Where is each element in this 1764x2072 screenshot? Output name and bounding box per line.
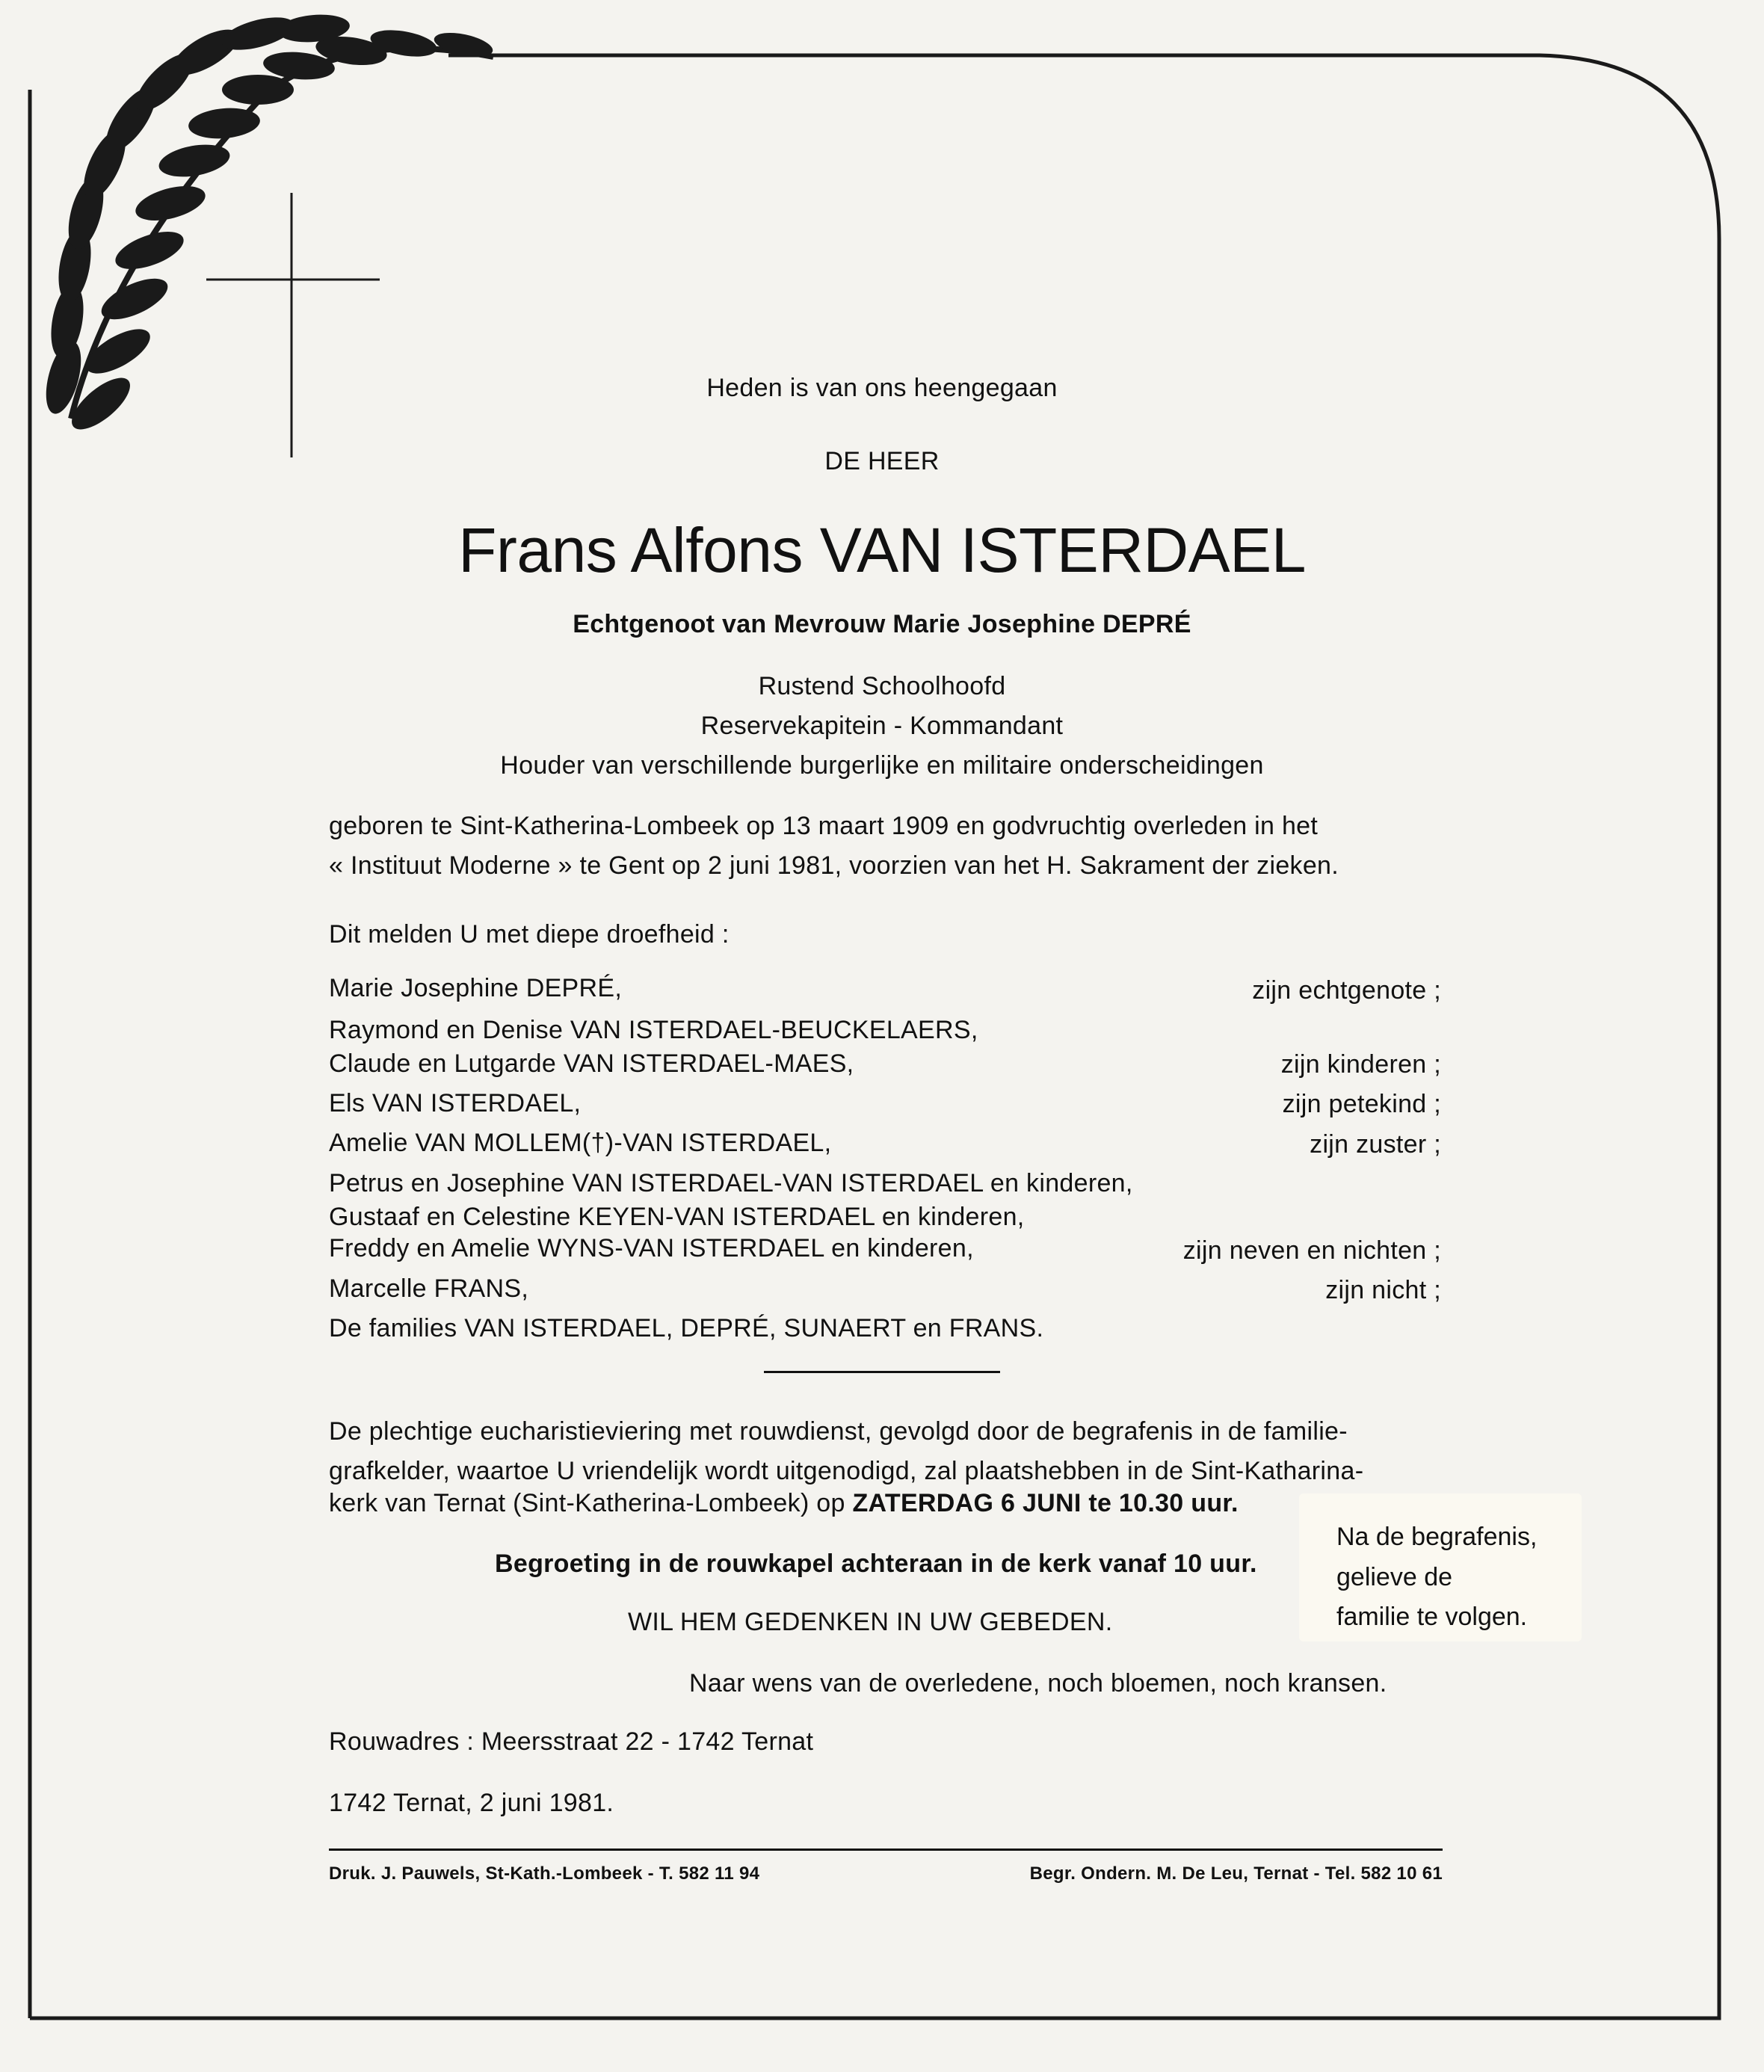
intro-text: Heden is van ons heengegaan — [706, 374, 1058, 402]
service-line: grafkelder, waartoe U vriendelijk wordt uitgenodigd, zal plaatshebben in de Sint-Katharina- — [329, 1457, 1364, 1485]
mourner-names: Els VAN ISTERDAEL, — [329, 1089, 582, 1117]
mourner-relation: zijn nicht ; — [1325, 1276, 1441, 1304]
mourner-names: Claude en Lutgarde VAN ISTERDAEL-MAES, — [329, 1049, 854, 1078]
mourner-names: Petrus en Josephine VAN ISTERDAEL-VAN ISTERDAEL en kinderen, — [329, 1169, 1133, 1197]
mourner-relation: zijn kinderen ; — [1280, 1050, 1441, 1079]
mourner-relation: zijn neven en nichten ; — [1182, 1236, 1441, 1265]
deceased-name: Frans Alfons VAN ISTERDAEL — [458, 515, 1306, 585]
sticker-note — [1299, 1493, 1582, 1641]
announcement: Dit melden U met diepe droefheid : — [329, 920, 730, 949]
mourner-names: Marie Josephine DEPRÉ, — [329, 974, 623, 1002]
service-line — [329, 1488, 1239, 1518]
service-line-start: kerk van Ternat (Sint-Katherina-Lombeek) op — [329, 1489, 853, 1517]
title-line: Reservekapitein - Kommandant — [700, 712, 1064, 740]
flowers-note: Naar wens van de overledene, noch bloemen, noch kransen. — [689, 1669, 1387, 1698]
undertaker-credit: Begr. Ondern. M. De Leu, Ternat - Tel. 582 10 61 — [1029, 1863, 1443, 1884]
cross-icon — [206, 193, 380, 457]
place-date: 1742 Ternat, 2 juni 1981. — [329, 1789, 614, 1817]
greeting: Begroeting in de rouwkapel achteraan in de kerk vanaf 10 uur. — [495, 1550, 1257, 1578]
mourner-names: Gustaaf en Celestine KEYEN-VAN ISTERDAEL en kinderen, — [329, 1203, 1025, 1231]
birth-death-line: « Instituut Moderne » te Gent op 2 juni 1981, voorzien van het H. Sakrament der zieken. — [329, 851, 1339, 880]
sticker-line: gelieve de — [1336, 1563, 1453, 1591]
sticker-line: familie te volgen. — [1336, 1603, 1528, 1631]
mourner-relation: zijn echtgenote ; — [1252, 976, 1441, 1005]
mourner-names: Raymond en Denise VAN ISTERDAEL-BEUCKELAERS, — [329, 1016, 978, 1044]
mourner-relation: zijn zuster ; — [1310, 1130, 1441, 1159]
mourner-names: Marcelle FRANS, — [329, 1274, 529, 1303]
mourner-names: Freddy en Amelie WYNS-VAN ISTERDAEL en kinderen, — [329, 1234, 974, 1262]
sticker-line: Na de begrafenis, — [1336, 1523, 1538, 1551]
spouse-line: Echtgenoot van Mevrouw Marie Josephine DEPRÉ — [573, 610, 1191, 638]
title-line: Rustend Schoolhoofd — [758, 672, 1006, 700]
printer-credit: Druk. J. Pauwels, St-Kath.-Lombeek - T. 582 11 94 — [329, 1863, 760, 1884]
service-date-time: ZATERDAG 6 JUNI te 10.30 uur. — [852, 1489, 1239, 1517]
mourning-address: Rouwadres : Meersstraat 22 - 1742 Ternat — [329, 1727, 814, 1756]
mourner-relation: zijn petekind ; — [1282, 1090, 1441, 1118]
mourner-names: De families VAN ISTERDAEL, DEPRÉ, SUNAERT en FRANS. — [329, 1314, 1044, 1342]
footer-rule — [329, 1849, 1443, 1851]
title-line: Houder van verschillende burgerlijke en militaire onderscheidingen — [500, 751, 1264, 780]
birth-death-line: geboren te Sint-Katherina-Lombeek op 13 maart 1909 en godvruchtig overleden in het — [329, 812, 1319, 840]
honorific: DE HEER — [824, 447, 940, 475]
service-line: De plechtige eucharistieviering met rouwdienst, gevolgd door de begrafenis in de familie- — [329, 1417, 1348, 1446]
mourner-names: Amelie VAN MOLLEM(†)-VAN ISTERDAEL, — [329, 1129, 832, 1157]
prayer-request: WIL HEM GEDENKEN IN UW GEBEDEN. — [628, 1608, 1113, 1636]
divider — [764, 1371, 1000, 1373]
